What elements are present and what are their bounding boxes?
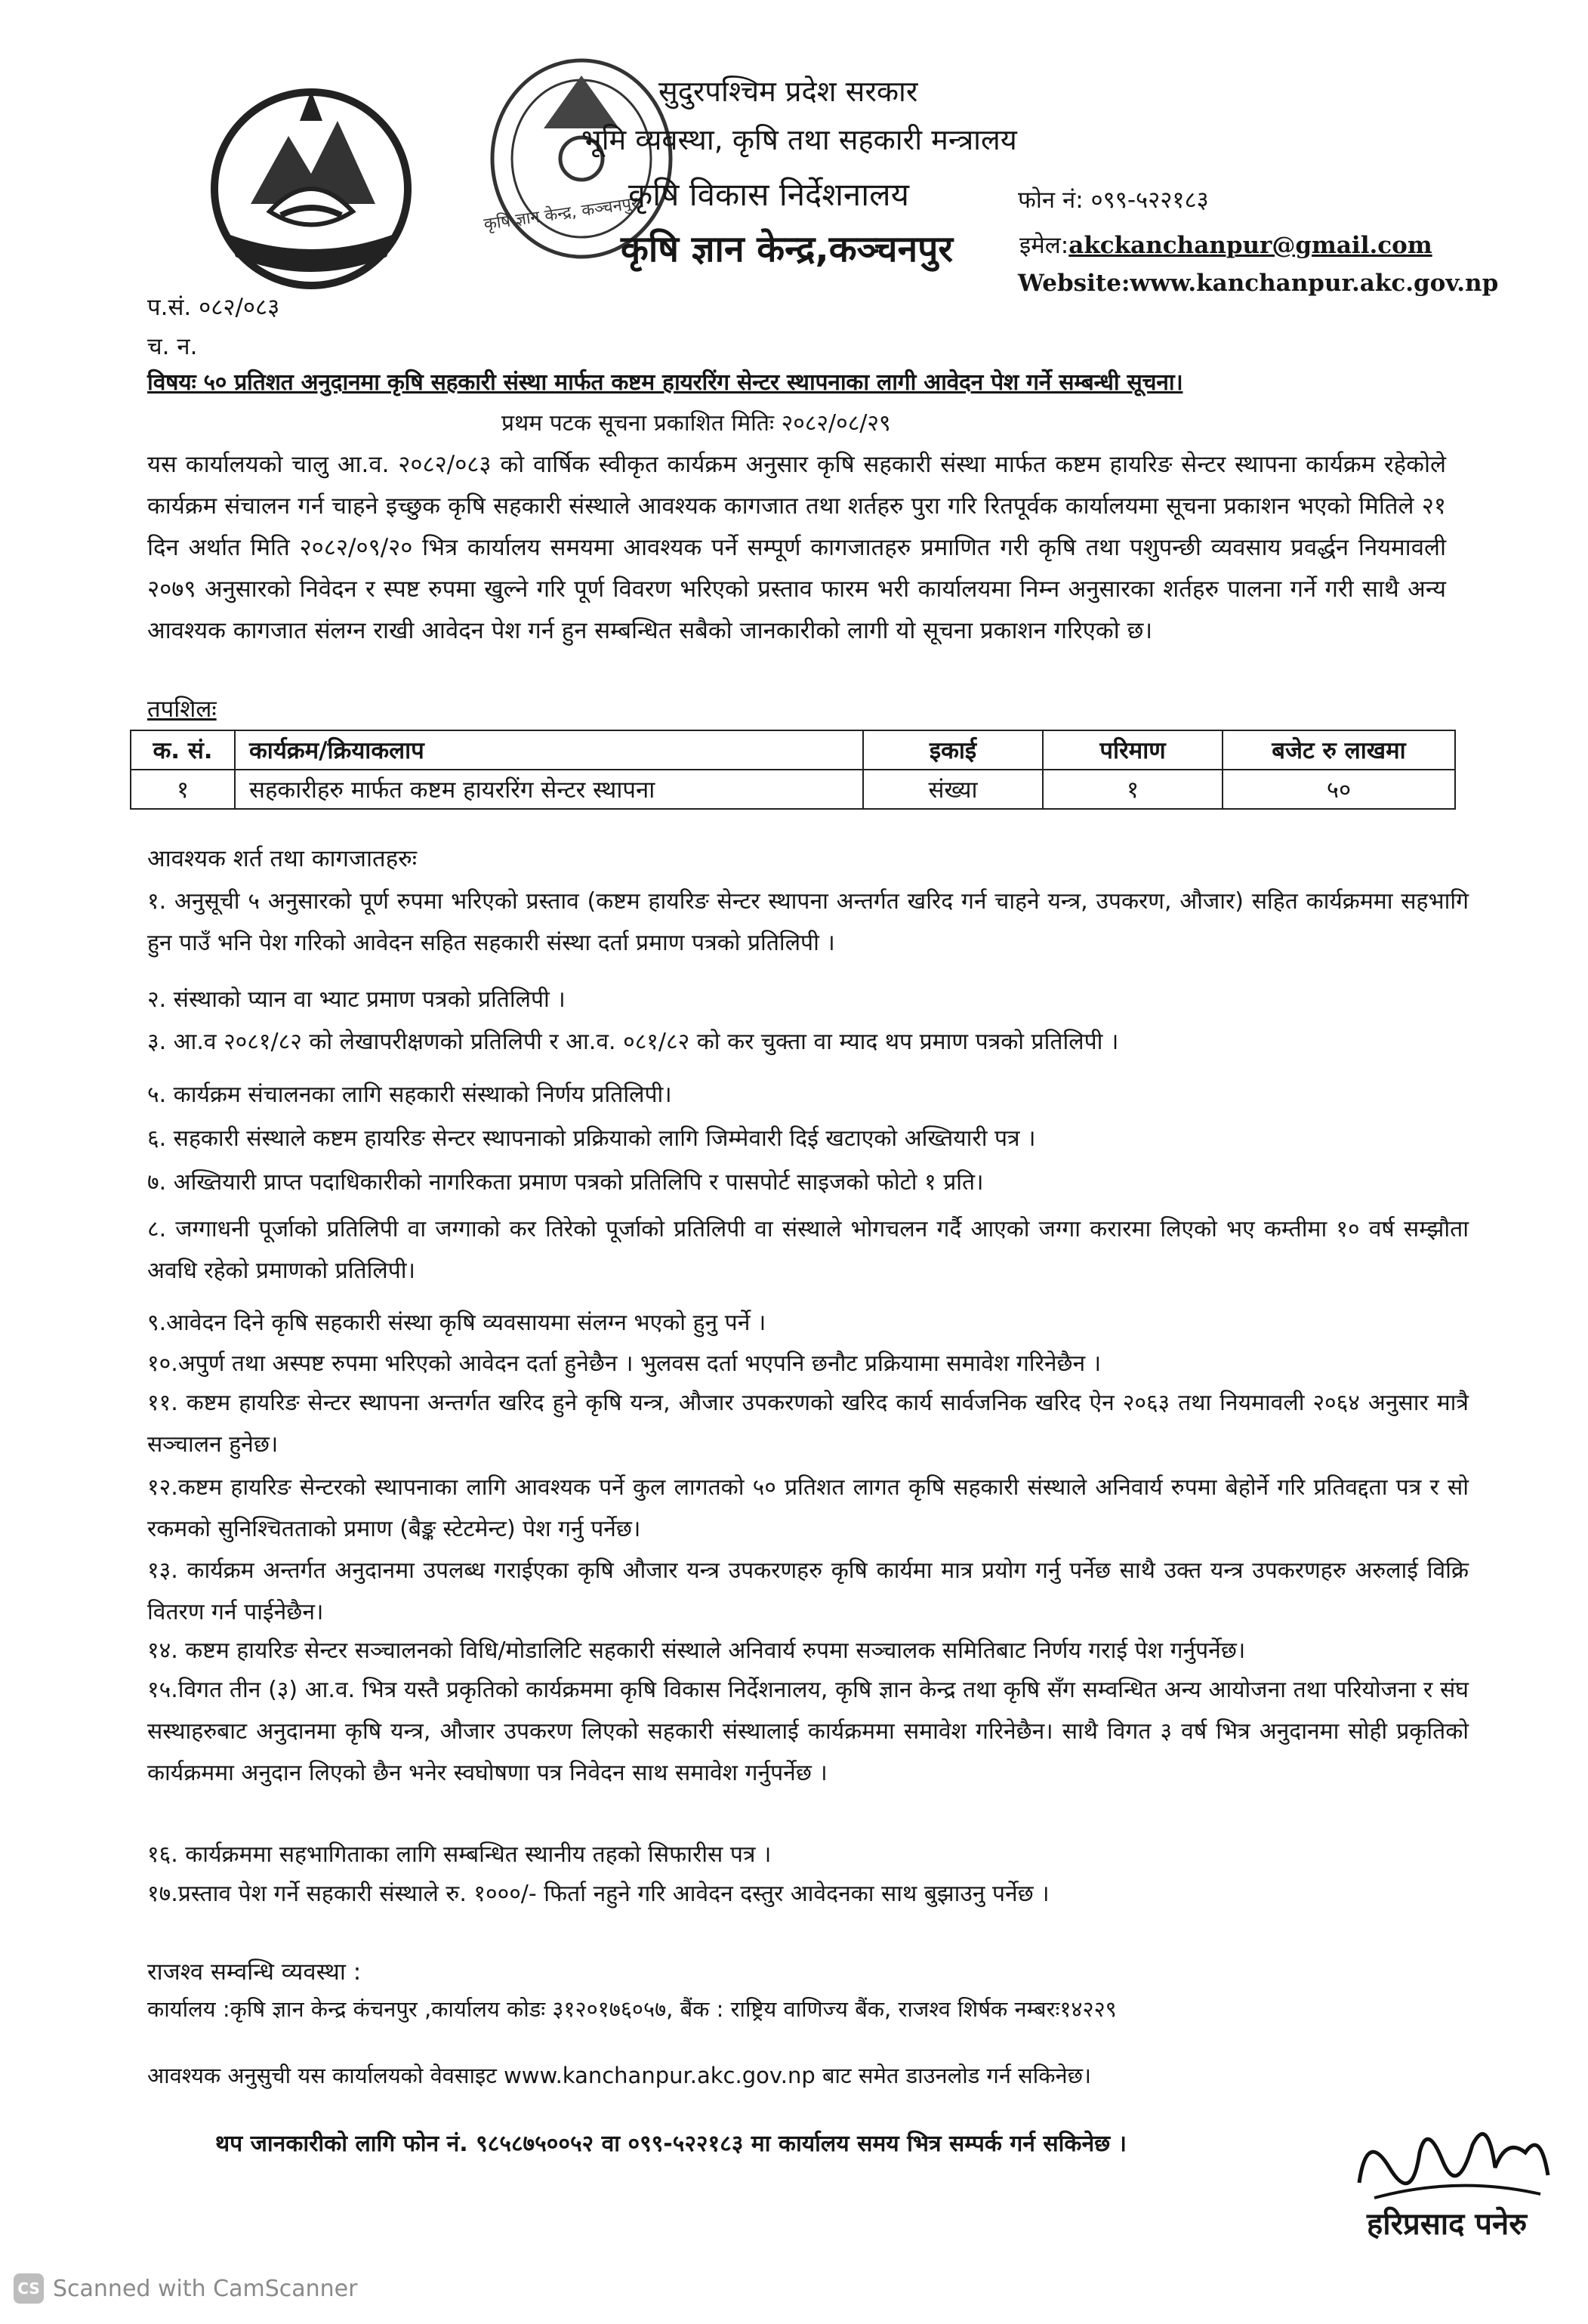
condition-item: १. अनुसूची ५ अनुसारको पूर्ण रुपमा भरिएको प्रस्ताव (कष्टम हायरिङ सेन्टर स्थापना अन्तर्गत खरिद गर्न चाहने यन्त्र, उपकरण, औजार) सहित कार्यक्रममा सहभागि हुन पाउँ भनि पेश गरिको आवेदन सहित सहकारी संस्था दर्ता प्रमाण पत्रको प्रतिलिपी ।	[147, 888, 1469, 956]
stamp-text: कृषि ज्ञान केन्द्र, कञ्चनपुर	[483, 193, 640, 235]
table-label: तपशिलः	[147, 696, 217, 723]
publish-date-line: प्रथम पटक सूचना प्रकाशित मितिः २०८२/०८/२९	[501, 410, 891, 437]
table-cell: १	[131, 770, 235, 809]
table-cell: सहकारीहरु मार्फत कष्टम हायररिंग सेन्टर स्थापना	[235, 770, 863, 809]
dispatch-number: च. न.	[147, 333, 198, 360]
header-ministry: भूमि व्यवस्था, कृषि तथा सहकारी मन्त्रालय	[581, 123, 1017, 156]
notice-subject: विषयः ५० प्रतिशत अनुदानमा कृषि सहकारी संस्था मार्फत कष्टम हायररिंग सेन्टर स्थापनाका लागी आवेदन पेश गर्ने सम्बन्धी सूचना।	[147, 369, 1183, 396]
contact-note: थप जानकारीको लागि फोन नं. ९८५८७५००५२ वा ०९९-५२२१८३ मा कार्यालय समय भित्र सम्पर्क गर्न सकिनेछ ।	[215, 2131, 1127, 2157]
condition-item: ८. जग्गाधनी पूर्जाको प्रतिलिपी वा जग्गाको कर तिरेको पूर्जाको प्रतिलिपी वा संस्थाले भोगचलन गर्दै आएको जग्गा करारमा लिएको भए कम्तीमा १० वर्ष सम्झौता अवधि रहेको प्रमाणको प्रतिलिपी।	[147, 1216, 1469, 1284]
condition-item: १३. कार्यक्रम अन्तर्गत अनुदानमा उपलब्ध गराईएका कृषि औजार यन्त्र उपकरणहरु कृषि कार्यमा मात्र प्रयोग गर्नु पर्नेछ साथै उक्त यन्त्र उपकरणहरु अरुलाई विक्रि वितरण गर्न पाईनेछैन।	[147, 1557, 1469, 1625]
revenue-detail: कार्यालय :कृषि ज्ञान केन्द्र कंचनपुर ,कार्यालय कोडः ३१२०१७६०५७, बैंक : राष्ट्रिय वाणिज्य बैंक, राजश्व शिर्षक नम्बरः१४२२९	[147, 1996, 1117, 2022]
download-note: आवश्यक अनुसुची यस कार्यालयको वेवसाइट www.kanchanpur.akc.gov.np बाट समेत डाउनलोड गर्न सकिनेछ।	[147, 2063, 1091, 2088]
table-header-row	[131, 730, 1455, 770]
header-office-name: कृषि ज्ञान केन्द्र,कञ्चनपुर	[621, 228, 953, 270]
email-label: इमेल:	[1019, 232, 1069, 259]
phone-number: फोन नं: ०९९-५२२१८३	[1018, 187, 1209, 214]
table-row	[131, 770, 1455, 809]
condition-item: ११. कष्टम हायरिङ सेन्टर स्थापना अन्तर्गत खरिद हुने कृषि यन्त्र, औजार उपकरणको खरिद कार्य सार्वजनिक खरिद ऐन २०६३ तथा नियमावली २०६४ अनुसार मात्रै सञ्चालन हुनेछ।	[147, 1390, 1469, 1458]
table-header-cell: बजेट रु लाखमा	[1223, 730, 1455, 770]
condition-item: ६. सहकारी संस्थाले कष्टम हायरिङ सेन्टर स्थापनाको प्रक्रियाको लागि जिम्मेवारी दिई खटाएको अख्तियारी पत्र ।	[147, 1125, 1036, 1152]
signature	[1344, 2100, 1563, 2213]
condition-item: २. संस्थाको प्यान वा भ्याट प्रमाण पत्रको प्रतिलिपी ।	[147, 986, 566, 1013]
condition-item: ५. कार्यक्रम संचालनका लागि सहकारी संस्थाको निर्णय प्रतिलिपी।	[147, 1082, 672, 1108]
website-line[interactable]: Website:www.kanchanpur.akc.gov.np	[1018, 270, 1499, 297]
condition-item: १२.कष्टम हायरिङ सेन्टरको स्थापनाका लागि आवश्यक पर्ने कुल लागतको ५० प्रतिशत लागत कृषि सहकारी संस्थाले अनिवार्य रुपमा बेहोर्ने गरि प्रतिवद्दता पत्र र सो रकमको सुनिश्चितताको प्रमाण (बैङ्क स्टेटमेन्ट) पेश गर्नु पर्नेछ।	[147, 1474, 1469, 1542]
signatory-name: हरिप्रसाद पनेरु	[1367, 2207, 1528, 2242]
nepal-emblem-icon	[198, 76, 424, 302]
condition-item: १७.प्रस्ताव पेश गर्ने सहकारी संस्थाले रु. १०००/- फिर्ता नहुने गरि आवेदन दस्तुर आवेदनका साथ बुझाउनु पर्नेछ ।	[147, 1881, 1050, 1907]
condition-item: १५.विगत तीन (३) आ.व. भित्र यस्तै प्रकृतिको कार्यक्रममा कृषि विकास निर्देशनालय, कृषि ज्ञान केन्द्र तथा कृषि सँग सम्वन्धित अन्य आयोजना तथा परियोजना र संघ सस्थाहरुबाट अनुदानमा कृषि यन्त्र, औजार उपकरण लिएको सहकारी संस्थालाई कार्यक्रममा समावेश गरिनेछैन। साथै विगत ३ वर्ष भित्र अनुदानमा सोही प्रकृतिको कार्यक्रममा अनुदान लिएको छैन भनेर स्वघोषणा पत्र निवेदन साथ समावेश गर्नुपर्नेछ ।	[147, 1677, 1469, 1786]
reference-number: प.सं. ०८२/०८३	[147, 294, 280, 321]
table-header-cell: कार्यक्रम/क्रियाकलाप	[235, 730, 863, 770]
table-header-cell: इकाई	[863, 730, 1043, 770]
email-line	[1019, 231, 1432, 261]
email-address[interactable]: akckanchanpur@gmail.com	[1068, 232, 1432, 259]
table-cell: १	[1043, 770, 1223, 809]
condition-item: ७. अख्तियारी प्राप्त पदाधिकारीको नागरिकता प्रमाण पत्रको प्रतिलिपि र पासपोर्ट साइजको फोटो १ प्रति।	[147, 1169, 984, 1196]
condition-item: ३. आ.व २०८१/८२ को लेखापरीक्षणको प्रतिलिपी र आ.व. ०८१/८२ को कर चुक्ता वा म्याद थप प्रमाण पत्रको प्रतिलिपी ।	[147, 1029, 1119, 1055]
condition-item: १६. कार्यक्रममा सहभागिताका लागि सम्बन्धित स्थानीय तहको सिफारीस पत्र ।	[147, 1841, 772, 1868]
condition-item: १४. कष्टम हायरिङ सेन्टर सञ्चालनको विधि/मोडालिटि सहकारी संस्थाले अनिवार्य रुपमा सञ्चालक समितिबाट निर्णय गराई पेश गर्नुपर्नेछ।	[147, 1637, 1246, 1664]
condition-item: १०.अपुर्ण तथा अस्पष्ट रुपमा भरिएको आवेदन दर्ता हुनेछैन । भुलवस दर्ता भएपनि छनौट प्रक्रियामा समावेश गरिनेछैन ।	[147, 1350, 1102, 1377]
condition-item: ९.आवेदन दिने कृषि सहकारी संस्था कृषि व्यवसायमा संलग्न भएको हुनु पर्ने ।	[147, 1310, 766, 1336]
table-cell: ५०	[1223, 770, 1455, 809]
program-table	[130, 730, 1456, 810]
camscanner-logo: CS	[14, 2273, 44, 2304]
header-province: सुदुरपश्चिम प्रदेश सरकार	[658, 75, 918, 108]
table-header-cell: परिमाण	[1043, 730, 1223, 770]
header-directorate: कृषि विकास निर्देशनालय	[628, 176, 909, 213]
table-header-cell: क. सं.	[131, 730, 235, 770]
intro-paragraph: यस कार्यालयको चालु आ.व. २०८२/०८३ को वार्षिक स्वीकृत कार्यक्रम अनुसार कृषि सहकारी संस्था मार्फत कष्टम हायरिङ सेन्टर स्थापना कार्यक्रम रहेकोले कार्यक्रम संचालन गर्न चाहने इच्छुक कृषि सहकारी संस्थाले आवश्यक कागजात तथा शर्तहरु पुरा गरि रितपूर्वक कार्यालयमा सूचना प्रकाशन भएको मितिले २१ दिन अर्थात मिति २०८२/०९/२० भित्र कार्यालय समयमा आवश्यक पर्ने सम्पूर्ण कागजातहरु प्रमाणित गरी कृषि तथा पशुपन्छी व्यवसाय प्रवर्द्धन नियमावली २०७९ अनुसारको निवेदन र स्पष्ट रुपमा खुल्ने गरि पूर्ण विवरण भरिएको प्रस्ताव फारम भरी कार्यालयमा निम्न अनुसारका शर्तहरु पालना गर्ने गरी साथै अन्य आवश्यक कागजात संलग्न राखी आवेदन पेश गर्न हुन सम्बन्धित सबैको जानकारीको लागी यो सूचना प्रकाशन गरिएको छ।	[147, 451, 1446, 644]
conditions-title: आवश्यक शर्त तथा कागजातहरुः	[147, 845, 417, 872]
revenue-title: राजश्व सम्वन्धि व्यवस्था :	[147, 1958, 362, 1986]
scanner-watermark: Scanned with CamScanner	[53, 2276, 358, 2302]
table-cell: संख्या	[863, 770, 1043, 809]
